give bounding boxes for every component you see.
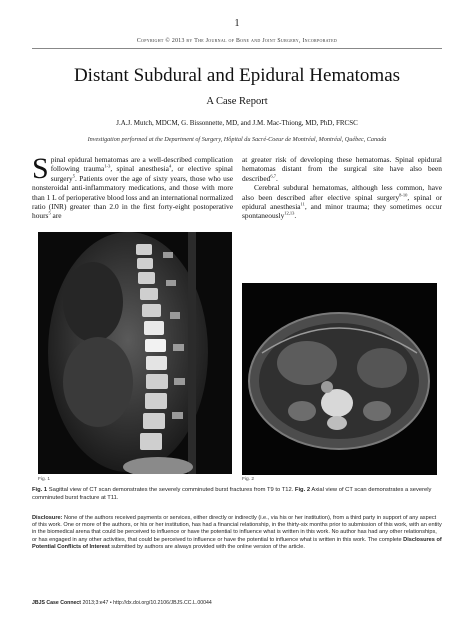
body-column-left	[32, 152, 233, 221]
citation-ref: 6,7	[270, 173, 276, 179]
body-text: , or elective spinal surgery	[50, 164, 233, 183]
figure-1-label: Fig. 1	[38, 477, 50, 482]
body-text: .	[294, 211, 297, 221]
figure-1-sagittal-ct	[38, 232, 232, 474]
figure-caption	[32, 487, 442, 502]
citation-doi: 2013;3:e47 • http://dx.doi.org/10.2106/JBJS.CC.L.00044	[81, 600, 212, 606]
article-title: Distant Subdural and Epidural Hematomas	[73, 65, 401, 86]
figure-2-label: Fig. 2	[242, 477, 254, 482]
citation-ref: 5	[72, 173, 75, 179]
citation-ref: 1-3	[104, 163, 111, 169]
citation-ref: 11	[300, 201, 305, 207]
body-text: , and minor trauma; they sometimes occur spontaneously	[242, 202, 442, 221]
disclosure-conflicts-label: Disclosures of Potential Conflicts of Interest	[32, 536, 442, 550]
page-footer	[32, 600, 212, 606]
citation-ref: 5	[48, 210, 51, 216]
citation-ref: 8-10	[399, 192, 408, 198]
caption-fig2-label: Fig. 2	[294, 487, 311, 493]
body-text: , spinal anesthesia	[110, 164, 169, 174]
header-rule	[32, 48, 442, 49]
investigation-note: Investigation performed at the Department of Surgery, Hôpital du Sacré-Coeur de Montréal, Montréal, Québec, Canada	[87, 136, 387, 143]
body-text: at greater risk of developing these hematomas. Spinal epidural hematomas distant from the surgical site have also been described	[242, 155, 442, 183]
disclosure-text-end: submitted by authors are always provided with the online version of the article.	[109, 543, 305, 550]
disclosure-statement	[32, 515, 442, 551]
body-text: .	[275, 173, 278, 183]
body-column-right	[242, 155, 442, 221]
caption-fig1-label: Fig. 1	[32, 487, 48, 493]
figure-2-axial-ct	[242, 283, 437, 475]
body-text: . Patients over the age of sixty years, those who use nonsteroidal anti-inflammatory medications, and those with more than 1 L of perioperative blood loss and an international normalized ratio (INR) greater than 2.0 in the first forty-eight postoperative hours	[32, 173, 233, 221]
body-text: are	[50, 211, 62, 221]
drop-cap: S	[32, 152, 49, 185]
caption-fig1-text: Sagittal view of CT scan demonstrates the severely comminuted burst fractures from T9 to T12.	[47, 487, 295, 493]
axial-ct-image	[242, 283, 437, 475]
body-text: , spinal or epidural anesthesia	[242, 192, 442, 212]
caption-fig2-text: Axial view of CT scan demonstrates a severely comminuted burst fracture at T11.	[32, 487, 432, 501]
journal-name: JBJS Case Connect	[32, 600, 82, 606]
disclosure-text: None of the authors received payments or services, either directly or indirectly (i.e., via his or her institution), from a third party in support of any aspect of this work. One or more of the authors, or his or her institution, has had a financial relationship, in the thirty-six months prior to submission of this work, with an entity in the biomedical arena that could be perceived to influence or have the potential to influence what is written in this work. No author has had any other relationships, or has engaged in any other activities, that could be perceived to influence or have the potential to influence what is written in this work. The complete	[32, 515, 442, 543]
article-subtitle: A Case Report	[206, 96, 268, 107]
author-list: J.A.J. Mutch, MDCM, G. Bissonnette, MD, and J.M. Mac-Thiong, MD, PhD, FRCSC	[116, 119, 358, 127]
citation-ref: 4	[168, 163, 172, 169]
disclosure-label: Disclosure:	[32, 515, 63, 521]
page-number: 1	[234, 18, 240, 29]
body-text: pinal epidural hematomas are a well-described complication following trauma	[50, 155, 233, 174]
copyright-line: Copyright © 2013 by The Journal of Bone and Joint Surgery, Incorporated	[136, 38, 338, 44]
citation-ref: 12,13	[284, 210, 295, 216]
sagittal-ct-image	[38, 232, 232, 474]
body-text: Cerebral subdural hematomas, although less common, have also been described after elective spinal surgery	[242, 183, 442, 202]
